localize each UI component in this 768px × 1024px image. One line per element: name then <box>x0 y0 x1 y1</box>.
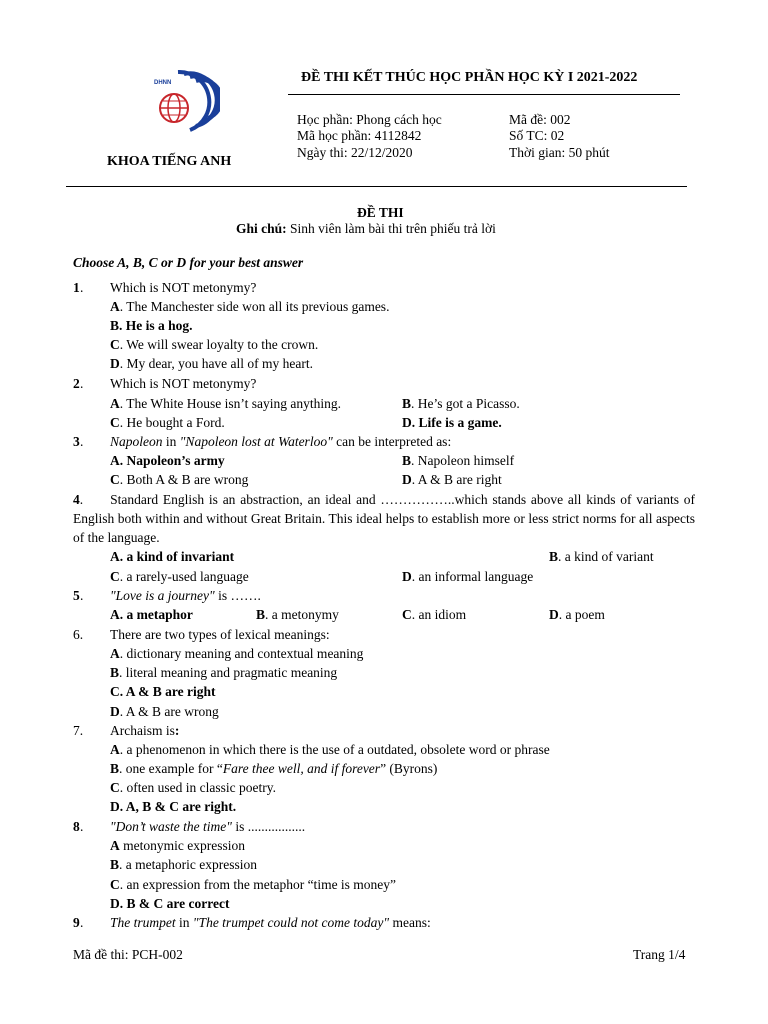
option-text: . A & B are wrong <box>119 704 219 719</box>
option-letter: D <box>110 356 120 371</box>
q4-option-d <box>402 569 533 585</box>
q1-option-d <box>110 356 313 372</box>
option-letter: A <box>110 646 120 661</box>
q3-number: 3 <box>73 434 80 449</box>
option-letter: B <box>110 761 120 776</box>
q4-option-c <box>110 569 249 585</box>
q7-option-d: D. A, B & C are right. <box>110 799 237 814</box>
option-text: . a poem <box>558 607 605 622</box>
q9-number: 9 <box>73 915 80 930</box>
option-text: . He’s got a Picasso. <box>411 396 520 411</box>
exam-code: Mã đề: 002 <box>509 112 571 127</box>
option-text: . a metonymy <box>265 607 339 622</box>
q7-num: 7 <box>73 723 80 738</box>
q4-number: 4 <box>73 492 80 507</box>
duration: Thời gian: 50 phút <box>509 145 610 160</box>
stem-part: Napoleon <box>110 434 163 449</box>
option-text: . We will swear loyalty to the crown. <box>119 337 319 352</box>
option-letter: C <box>110 569 120 584</box>
option-letter: C <box>110 415 120 430</box>
q8-number: 8 <box>73 819 80 834</box>
q3-option-b <box>402 453 514 469</box>
q9-dot: . <box>80 915 84 930</box>
q8-option-d: D. B & C are correct <box>110 896 230 911</box>
option-letter: D <box>549 607 559 622</box>
q7-option-c <box>110 780 276 796</box>
q8-option-c <box>110 877 396 893</box>
q4-text: Standard English is an abstraction, an ideal and ……………..which stands above all kinds of variants of English both within and without Great Britain. This ideal helps to establish more or less strict norms for all aspects of the language. <box>73 492 695 546</box>
option-letter: C <box>110 472 120 487</box>
stem-part: in <box>175 915 193 930</box>
option-text: . The White House isn’t saying anything. <box>119 396 341 411</box>
q8-option-a <box>110 838 245 854</box>
q5-number: 5 <box>73 588 80 603</box>
option-letter: B <box>256 607 266 622</box>
q2-stem: Which is NOT metonymy? <box>110 376 257 391</box>
q6-num: 6 <box>73 627 80 642</box>
credits: Số TC: 02 <box>509 128 565 143</box>
course-name: Học phần: Phong cách học <box>297 112 442 127</box>
option-text: . one example for “ <box>119 761 223 776</box>
option-text: ” (Byrons) <box>380 761 438 776</box>
note-label: Ghi chú: <box>236 221 287 236</box>
option-text: . literal meaning and pragmatic meaning <box>119 665 338 680</box>
option-letter: A <box>110 742 120 757</box>
q3-stem <box>110 434 451 450</box>
q8-dot: . <box>80 819 84 834</box>
option-text: . an idiom <box>411 607 467 622</box>
option-text: . an expression from the metaphor “time is money” <box>119 877 397 892</box>
q1-option-a <box>110 299 389 315</box>
option-letter: A <box>110 838 120 853</box>
option-text: . Both A & B are wrong <box>119 472 249 487</box>
option-text: . a rarely-used language <box>119 569 249 584</box>
option-text: . Napoleon himself <box>411 453 515 468</box>
q5-option-a: A. a metaphor <box>110 607 193 622</box>
stem-part: means: <box>389 915 431 930</box>
logo-text: DHNN <box>154 80 172 86</box>
option-text: metonymic expression <box>119 838 245 853</box>
option-text: . The Manchester side won all its previous games. <box>119 299 390 314</box>
stem-part: Archaism is <box>110 723 175 738</box>
option-text: . My dear, you have all of my heart. <box>119 356 314 371</box>
q1-number: 1 <box>73 280 80 295</box>
q2-option-b <box>402 396 520 412</box>
option-text: . a kind of variant <box>558 549 654 564</box>
q7-option-b <box>110 761 437 777</box>
q9-stem <box>110 915 431 931</box>
option-letter: A <box>110 396 120 411</box>
title-underline <box>288 94 680 95</box>
option-letter: A <box>110 299 120 314</box>
q1-stem: Which is NOT metonymy? <box>110 280 257 295</box>
stem-part: is ……. <box>214 588 261 603</box>
q4-stem <box>73 490 695 548</box>
stem-part: : <box>174 723 180 738</box>
section-title: ĐỀ THI <box>357 205 404 220</box>
q5-stem <box>110 588 261 604</box>
option-text: . dictionary meaning and contextual meaning <box>119 646 364 661</box>
instructions: Choose A, B, C or D for your best answer <box>73 255 304 270</box>
q2-option-a <box>110 396 341 412</box>
q6-stem: There are two types of lexical meanings: <box>110 627 330 642</box>
q1-dot: . <box>80 280 84 295</box>
q6-number: 6. <box>73 627 84 642</box>
stem-part: "Napoleon lost at Waterloo" <box>179 434 333 449</box>
course-code: Mã học phần: 4112842 <box>297 128 422 143</box>
q6-option-c: C. A & B are right <box>110 684 216 699</box>
q1-option-c <box>110 337 318 353</box>
option-text: Fare thee well, and if forever <box>222 761 381 776</box>
q2-option-c <box>110 415 225 431</box>
q6-option-a <box>110 646 363 662</box>
option-text: . He bought a Ford. <box>119 415 225 430</box>
q3-option-a: A. Napoleon’s army <box>110 453 225 468</box>
option-text: . often used in classic poetry. <box>119 780 276 795</box>
option-letter: B <box>402 453 412 468</box>
q2-option-d: D. Life is a game. <box>402 415 502 430</box>
stem-part: "Don’t waste the time" <box>110 819 232 834</box>
q6-option-b <box>110 665 337 681</box>
option-letter: D <box>110 704 120 719</box>
option-letter: D <box>402 569 412 584</box>
option-letter: B <box>402 396 412 411</box>
option-letter: C <box>110 877 120 892</box>
option-letter: D <box>402 472 412 487</box>
q4-dot: . <box>79 492 84 507</box>
stem-part: can be interpreted as: <box>332 434 452 449</box>
q4-option-a: A. a kind of invariant <box>110 549 235 564</box>
q5-option-c <box>402 607 466 623</box>
option-letter: C <box>110 780 120 795</box>
option-letter: B <box>110 857 120 872</box>
exam-date: Ngày thi: 22/12/2020 <box>297 145 413 160</box>
q1-option-b: B. He is a hog. <box>110 318 193 333</box>
stem-part: "The trumpet could not come today" <box>192 915 390 930</box>
option-letter: C <box>110 337 120 352</box>
q2-number: 2 <box>73 376 80 391</box>
q6-option-d <box>110 704 219 720</box>
faculty-name: KHOA TIẾNG ANH <box>107 154 232 169</box>
option-text: . an informal language <box>411 569 534 584</box>
section-note <box>236 221 496 237</box>
q7-number: 7. <box>73 723 84 738</box>
q5-dot: . <box>80 588 84 603</box>
q3-option-d <box>402 472 502 488</box>
q7-option-a <box>110 742 550 758</box>
header-divider <box>66 186 687 187</box>
option-letter: B <box>110 665 120 680</box>
q5-option-d <box>549 607 605 623</box>
note-text: Sinh viên làm bài thi trên phiếu trả lời <box>286 221 496 236</box>
stem-part: in <box>162 434 180 449</box>
footer-page-number: Trang 1/4 <box>633 947 686 962</box>
q5-option-b <box>256 607 339 623</box>
option-letter: B <box>549 549 559 564</box>
q8-option-b <box>110 857 257 873</box>
option-letter: C <box>402 607 412 622</box>
stem-part: "Love is a journey" <box>110 588 215 603</box>
school-logo <box>150 64 220 140</box>
footer-exam-code: Mã đề thi: PCH-002 <box>73 947 183 962</box>
q8-stem <box>110 819 305 835</box>
q2-dot: . <box>80 376 84 391</box>
option-text: . a metaphoric expression <box>119 857 257 872</box>
q7-stem <box>110 723 179 739</box>
stem-part: is ................. <box>231 819 306 834</box>
q3-dot: . <box>80 434 84 449</box>
q3-option-c <box>110 472 248 488</box>
q4-option-b <box>549 549 654 565</box>
option-text: . a phenomenon in which there is the use of a outdated, obsolete word or phrase <box>119 742 550 757</box>
option-text: . A & B are right <box>411 472 502 487</box>
exam-title: ĐỀ THI KẾT THÚC HỌC PHẦN HỌC KỲ I 2021-2022 <box>301 70 638 85</box>
stem-part: The trumpet <box>110 915 176 930</box>
